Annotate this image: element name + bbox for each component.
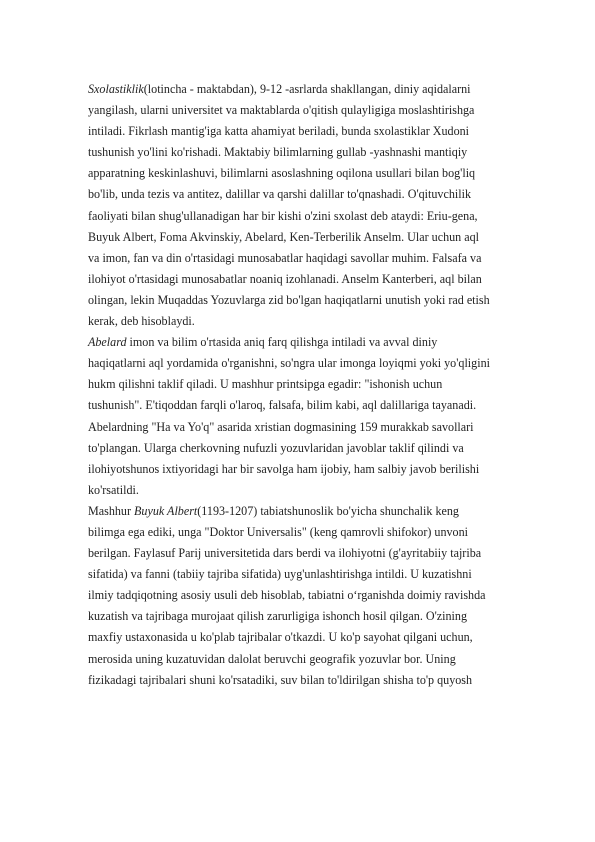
document-body xyxy=(88,79,558,691)
text-line xyxy=(88,627,558,648)
text-line xyxy=(88,332,558,353)
text-line xyxy=(88,290,558,311)
text-line xyxy=(88,564,558,585)
text-run: yangilash, ularni universitet va maktablarda o'qitish qulayligiga moslashtirishga xyxy=(88,103,475,118)
text-run: faoliyati bilan shug'ullanadigan har bir kishi o'zini sxolast deb ataydi: Eriu-gena, xyxy=(88,208,478,223)
text-line xyxy=(88,670,558,691)
text-line xyxy=(88,501,558,522)
text-line xyxy=(88,417,558,438)
text-line xyxy=(88,353,558,374)
text-line xyxy=(88,480,558,501)
text-line xyxy=(88,206,558,227)
text-run: ilohiyotshunos ixtiyoridagi har bir savolga ham ijobiy, ham salbiy javob berilishi xyxy=(88,461,480,476)
text-run: kerak, deb hisoblaydi. xyxy=(88,314,195,329)
text-run: Buyuk Albert, Foma Akvinskiy, Abelard, Ken-Terberilik Anselm. Ular uchun aql xyxy=(88,229,480,244)
text-run: (1193-1207) tabiatshunoslik bo'yicha shunchalik keng xyxy=(197,503,459,518)
italic-term: Sxolastiklik xyxy=(88,82,144,96)
text-line xyxy=(88,269,558,290)
text-run: apparatning keskinlashuvi, bilimlarni asoslashning oqilona usullari bilan bog'liq xyxy=(88,166,476,181)
text-run: maxfiy ustaxonasida u ko'plab tajribalar o'tkazdi. U ko'p sayohat qilgani uchun, xyxy=(88,630,473,645)
text-run: ko'rsatildi. xyxy=(88,482,139,497)
text-run: berilgan. Faylasuf Parij universitetida dars berdi va ilohiyotni (g'ayritabiiy tajriba xyxy=(88,546,482,561)
text-run: tushunish". E'tiqoddan farqli o'laroq, falsafa, bilim kabi, aql dalillariga tayanadi. xyxy=(88,398,477,413)
text-line xyxy=(88,79,558,100)
text-line xyxy=(88,311,558,332)
text-run: Mashhur xyxy=(88,503,135,518)
text-line xyxy=(88,374,558,395)
text-run: kuzatish va tajribaga murojaat qilish zarurligiga ishonch hosil qilgan. O'zining xyxy=(88,609,468,624)
text-line xyxy=(88,142,558,163)
text-run: merosida uning kuzatuvidan dalolat beruvchi geografik yozuvlar bor. Uning xyxy=(88,651,456,666)
text-line xyxy=(88,184,558,205)
text-line xyxy=(88,522,558,543)
text-line xyxy=(88,585,558,606)
text-run: ilohiyot o'rtasidagi munosabatlar noaniq izohlanadi. Anselm Kanterberi, aql bilan xyxy=(88,271,482,286)
italic-term: Abelard xyxy=(88,335,127,350)
text-line xyxy=(88,163,558,184)
text-line xyxy=(88,100,558,121)
text-run: va imon, fan va din o'rtasidagi munosabatlar haqidagi savollar muhim. Falsafa va xyxy=(88,250,482,265)
text-line xyxy=(88,649,558,670)
text-run: haqiqatlarni aql yordamida o'rganishni, so'ngra ular imonga loyiqmi yoki yo'qligini xyxy=(88,356,490,371)
text-line xyxy=(88,459,558,480)
text-run: imon va bilim o'rtasida aniq farq qilishga intiladi va avval diniy xyxy=(126,335,438,350)
text-run: ilmiy tadqiqotning asosiy usuli deb hisoblab, tabiatni o‘rganishda doimiy ravishda xyxy=(88,588,486,603)
text-run: (lotincha - maktabdan), 9-12 -asrlarda shakllangan, diniy aqidalarni xyxy=(143,82,471,96)
text-run: tushunish yo'lini ko'rishadi. Maktabiy bilimlarning gullab -yashnashi mantiqiy xyxy=(88,145,468,160)
text-run: to'plangan. Ularga cherkovning nufuzli yozuvlaridan javoblar taklif qilindi va xyxy=(88,440,464,455)
text-line xyxy=(88,543,558,564)
text-run: bo'lib, unda tezis va antitez, dalillar va qarshi dalillar to'qnashadi. O'qituvchilik xyxy=(88,187,472,202)
text-run: intiladi. Fikrlash mantig'iga katta ahamiyat beriladi, bunda sxolastiklar Xudoni xyxy=(88,124,470,139)
text-run: bilimga ega ediki, unga "Doktor Universalis" (keng qamrovli shifokor) unvoni xyxy=(88,524,469,539)
text-run: sifatida) va fanni (tabiiy tajriba sifatida) uyg'unlashtirishga intildi. U kuzatishni xyxy=(88,567,472,582)
text-run: olingan, lekin Muqaddas Yozuvlarga zid bo'lgan haqiqatlarni unutish yoki rad etish xyxy=(88,292,490,307)
text-run: fizikadagi tajribalari shuni ko'rsatadiki, suv bilan to'ldirilgan shisha to'p quyosh xyxy=(88,672,473,687)
text-line xyxy=(88,395,558,416)
text-line xyxy=(88,248,558,269)
text-line xyxy=(88,438,558,459)
italic-term: Buyuk Albert xyxy=(134,503,198,518)
text-run: hukm qilishni taklif qiladi. U mashhur printsipga egadir: "ishonish uchun xyxy=(88,377,443,392)
text-run: Abelardning "Ha va Yo'q" asarida xristian dogmasining 159 murakkab savollari xyxy=(88,419,474,434)
text-line xyxy=(88,227,558,248)
text-line xyxy=(88,121,558,142)
text-line xyxy=(88,606,558,627)
